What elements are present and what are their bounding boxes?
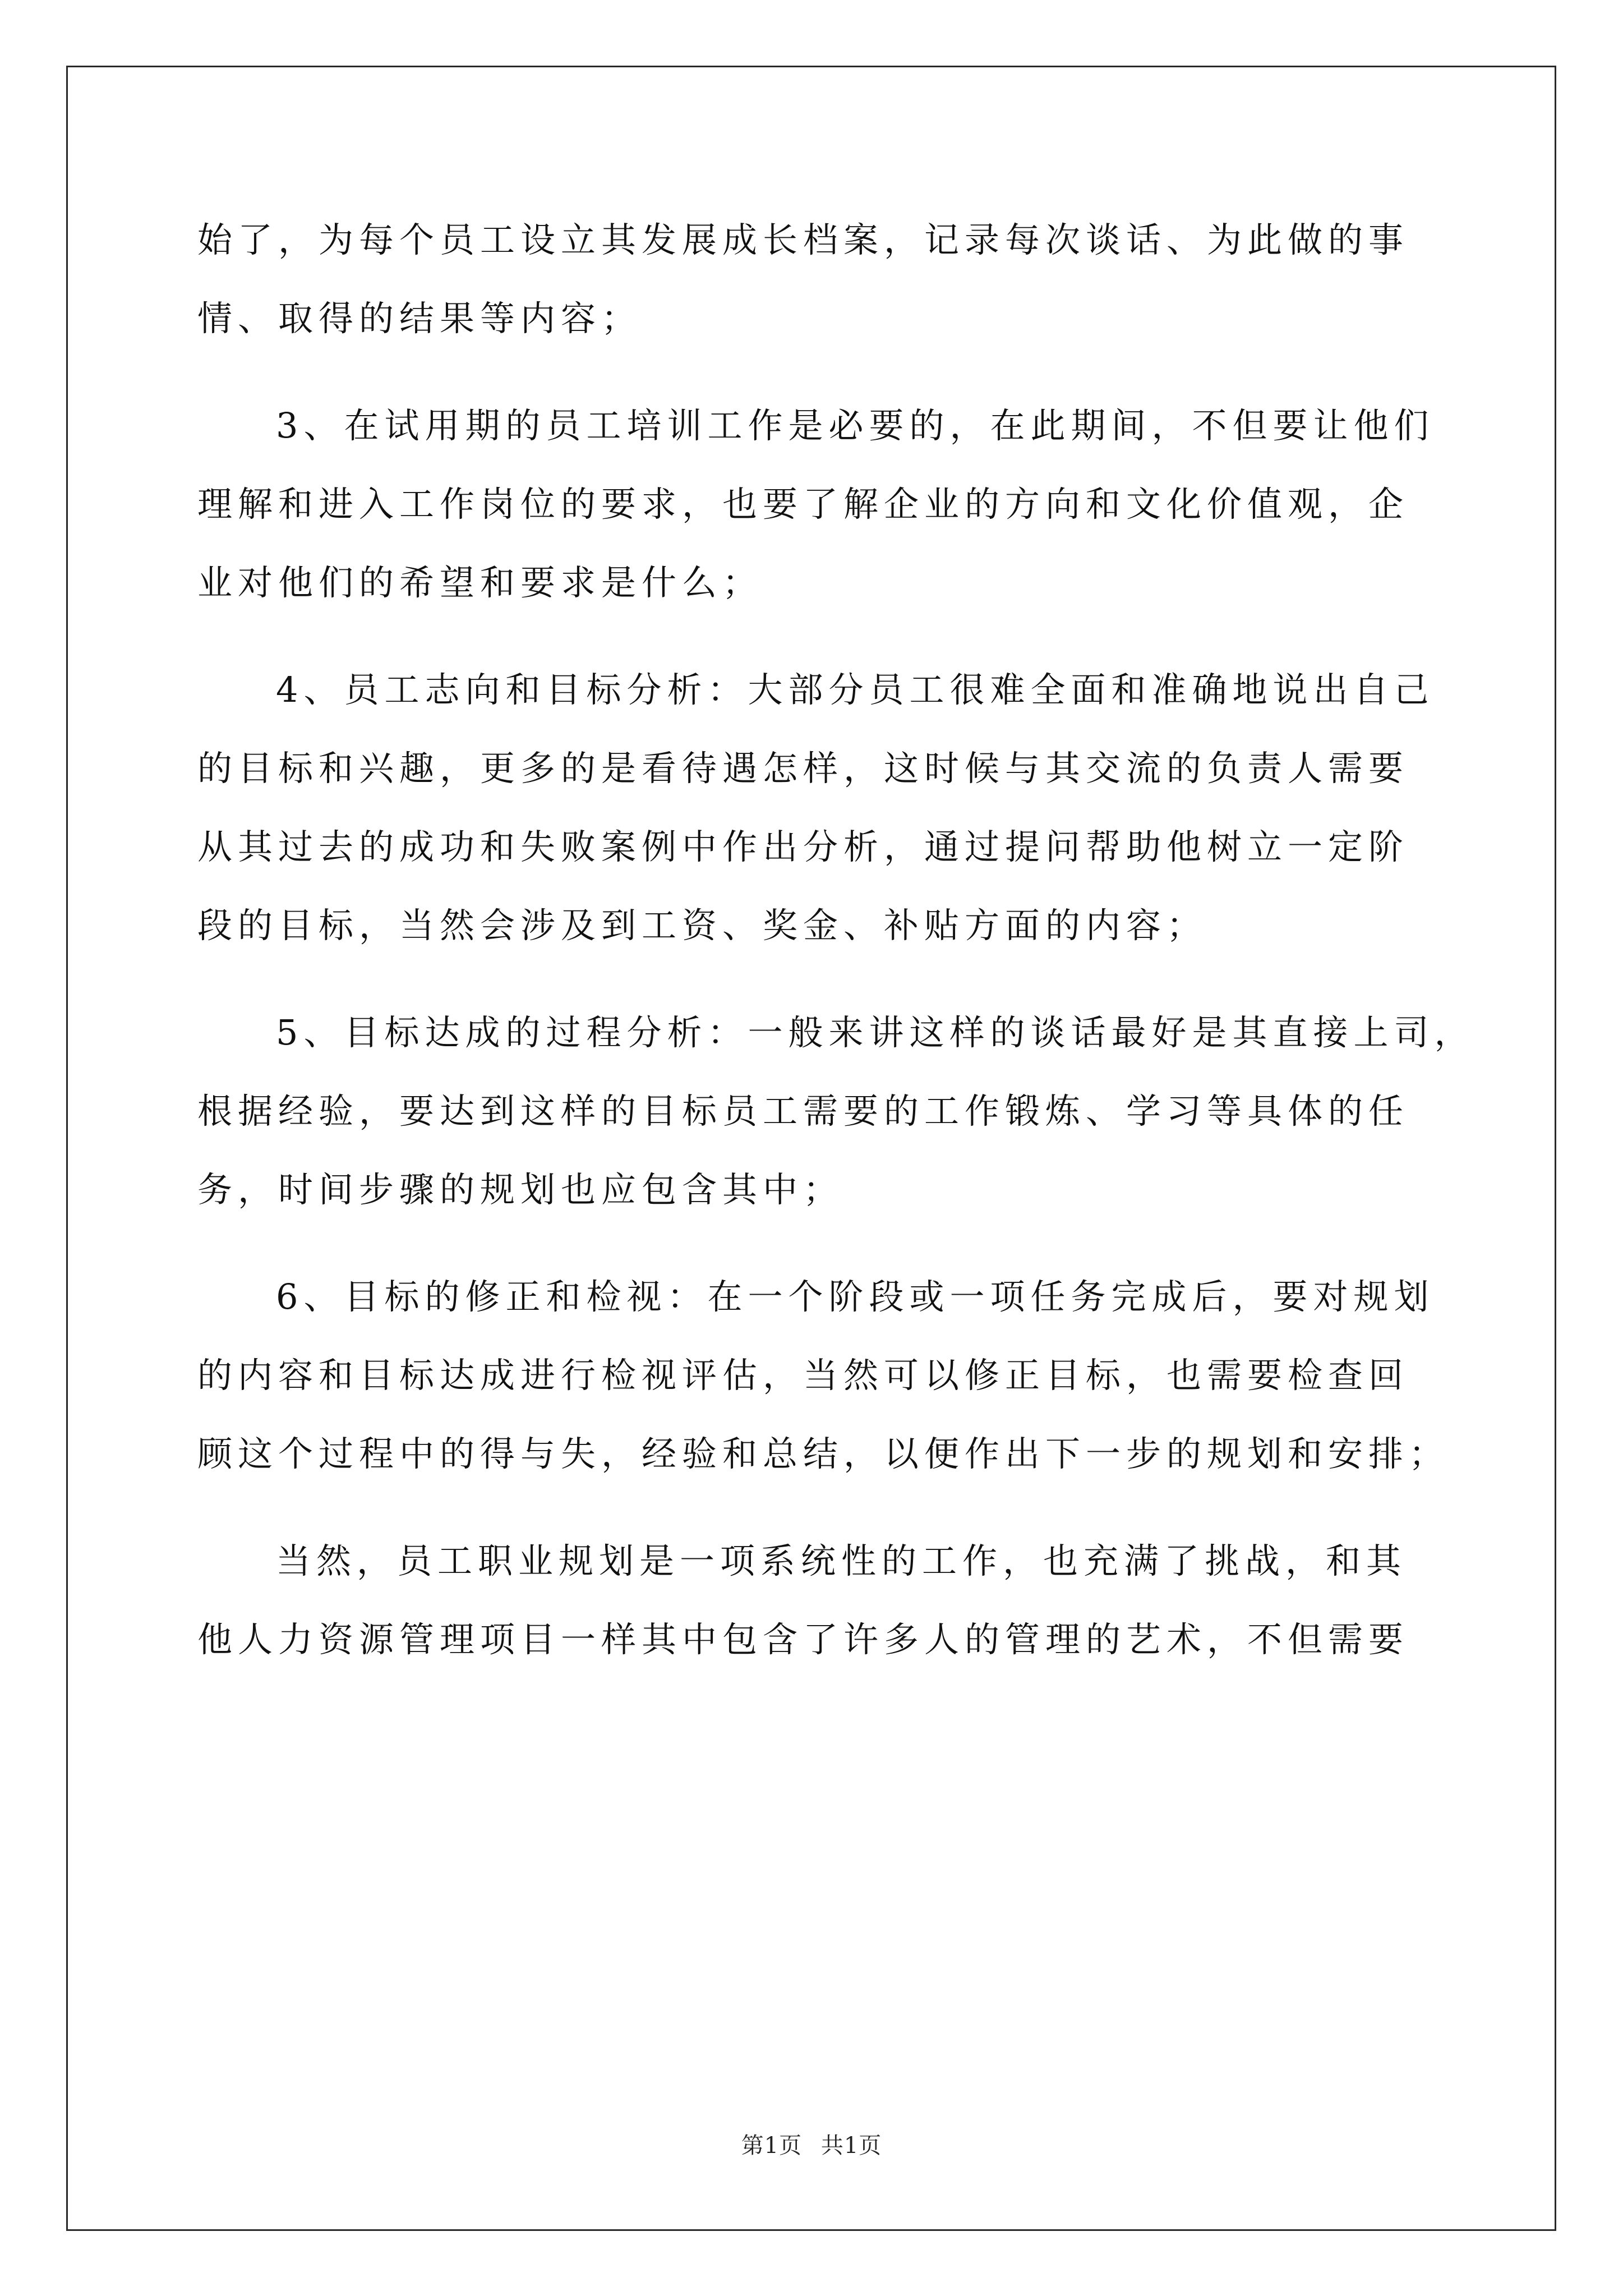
text-line: 他人力资源管理项目一样其中包含了许多人的管理的艺术，不但需要 — [197, 1619, 1409, 1660]
text-line: 从其过去的成功和失败案例中作出分析，通过提问帮助他树立一定阶 — [197, 826, 1409, 867]
text-line: 段的目标，当然会涉及到工资、奖金、补贴方面的内容； — [197, 905, 1207, 946]
page-footer — [0, 2128, 1623, 2160]
text-line: 业对他们的希望和要求是什么； — [197, 562, 763, 603]
text-line: 的目标和兴趣，更多的是看待遇怎样，这时候与其交流的负责人需要 — [197, 748, 1409, 789]
page-total: 共1页 — [820, 2133, 882, 2159]
text-line: 务，时间步骤的规划也应包含其中； — [197, 1169, 844, 1210]
paragraph-conclusion — [197, 1522, 1431, 1679]
text-line: 顾这个过程中的得与失，经验和总结，以便作出下一步的规划和安排； — [197, 1433, 1450, 1474]
paragraph-continued — [197, 201, 1431, 358]
text-line: 6、目标的修正和检视：在一个阶段或一项任务完成后，要对规划 — [276, 1276, 1435, 1317]
paragraph-item-5 — [197, 993, 1475, 1229]
text-line: 根据经验，要达到这样的目标员工需要的工作锻炼、学习等具体的任 — [197, 1091, 1409, 1131]
text-line: 当然，员工职业规划是一项系统性的工作，也充满了挑战，和其 — [276, 1540, 1407, 1581]
text-line: 情、取得的结果等内容； — [197, 298, 642, 339]
page-number: 第1页 — [741, 2133, 803, 2159]
text-line: 理解和进入工作岗位的要求，也要了解企业的方向和文化价值观，企 — [197, 484, 1409, 524]
paragraph-item-3 — [197, 386, 1435, 622]
text-line: 3、在试用期的员工培训工作是必要的，在此期间，不但要让他们 — [276, 405, 1435, 446]
document-body — [197, 201, 1475, 1679]
text-line: 始了，为每个员工设立其发展成长档案，记录每次谈话、为此做的事 — [197, 219, 1409, 260]
text-line: 4、员工志向和目标分析：大部分员工很难全面和准确地说出自己 — [276, 669, 1435, 710]
paragraph-item-4 — [197, 651, 1435, 965]
paragraph-item-6 — [197, 1258, 1450, 1493]
text-line: 的内容和目标达成进行检视评估，当然可以修正目标，也需要检查回 — [197, 1355, 1409, 1396]
text-line: 5、目标达成的过程分析：一般来讲这样的谈话最好是其直接上司， — [276, 1012, 1475, 1053]
